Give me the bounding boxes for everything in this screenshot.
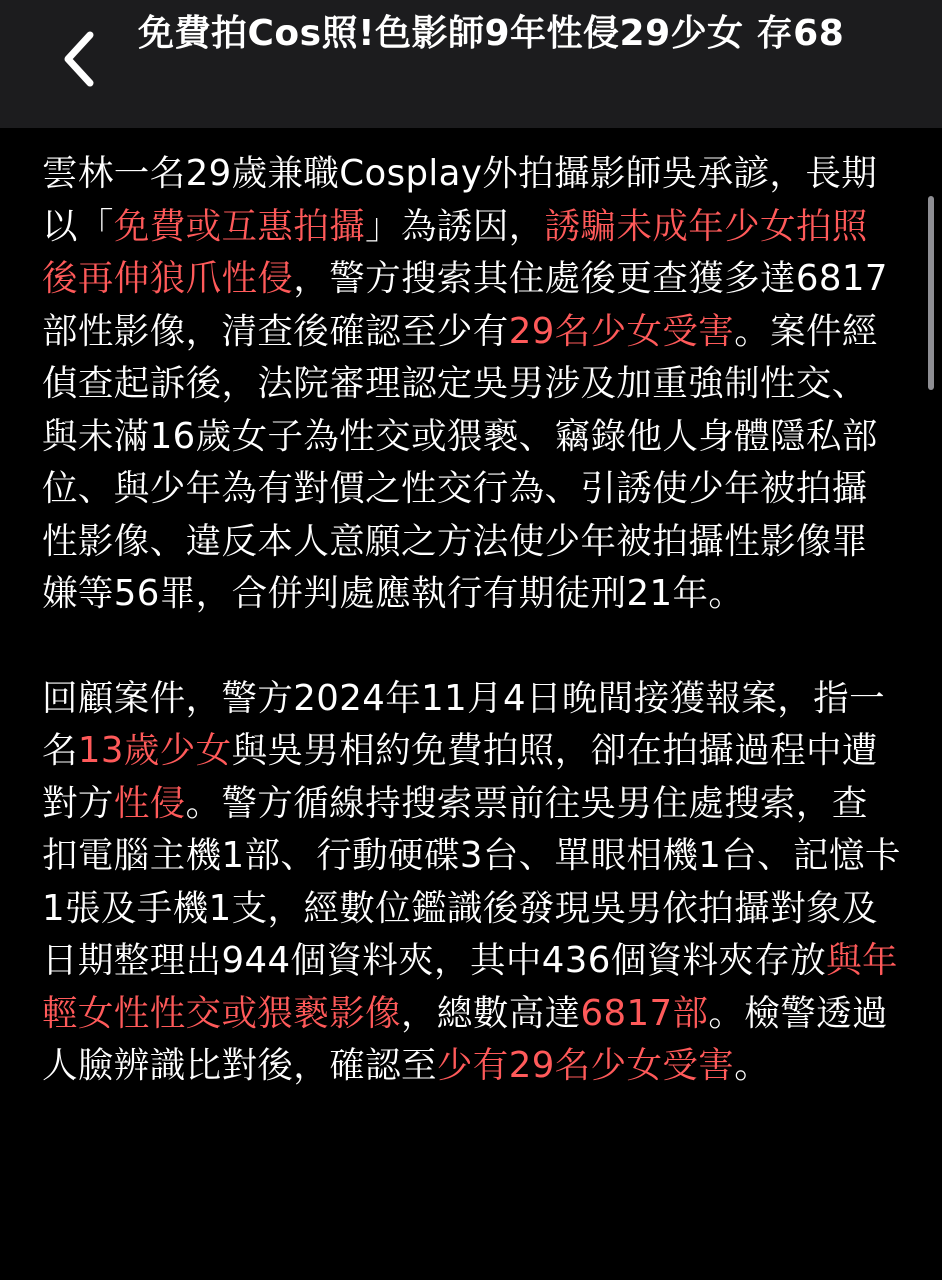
- paragraph-text: 」為誘因，: [365, 205, 545, 247]
- highlighted-text: 誘騙未成年少女拍照後再伸狼爪性侵: [42, 205, 868, 299]
- highlighted-text: 少有29名少女受害: [436, 1045, 735, 1086]
- paragraph-text: 。檢警透過人臉辨識比對後，確認至: [42, 992, 888, 1086]
- paragraph-text: 回顧案件，警方2024年11月4日晚間接獲報案，指一名: [42, 677, 886, 771]
- nav-header: [0, 0, 942, 128]
- paragraph-text: 。案件經偵查起訴後，法院審理認定吳男涉及加重強制性交、與未滿16歲女子為性交或猥褻、竊錄他人身體隱私部位、與少年為有對價之性交行為、引誘使少年被拍攝性影像、違反本人意願之方法使少年被拍攝性影像罪嫌等56罪，合併判處應執行有期徒刑21年。: [42, 310, 878, 614]
- article-paragraph-1: [42, 148, 902, 621]
- paragraph-text: 。: [734, 1045, 771, 1086]
- article-paragraph-2: [42, 673, 902, 1093]
- chevron-left-icon: [50, 22, 110, 92]
- page-title: 免費拍Cos照!色影師9年性侵29少女 存68: [138, 13, 845, 54]
- article-body: [42, 148, 902, 1093]
- scrollbar-thumb[interactable]: [928, 196, 934, 390]
- paragraph-text: 與吳男相約免費拍照，卻在拍攝過程中遭對方: [42, 730, 878, 824]
- highlighted-text: 與年輕女性性交或猥褻影像: [42, 940, 898, 1034]
- paragraph-text: 。警方循線持搜索票前往吳男住處搜索，查扣電腦主機1部、行動硬碟3台、單眼相機1台、記憶卡1張及手機1支，經數位鑑識後發現吳男依拍攝對象及日期整理出944個資料夾，其中436個資料夾存放: [42, 782, 901, 981]
- paragraph-text: ，總數高達: [401, 992, 581, 1034]
- highlighted-text: 13歲少女: [77, 730, 232, 771]
- highlighted-text: 6817部: [580, 992, 709, 1034]
- highlighted-text: 29名少女受害: [508, 310, 735, 352]
- paragraph-text: 雲林一名29歲兼職Cosplay外拍攝影師吳承諺，長期以「: [42, 153, 878, 247]
- highlighted-text: 性侵: [113, 782, 186, 824]
- back-button[interactable]: [50, 22, 110, 92]
- highlighted-text: 免費或互惠拍攝: [113, 205, 366, 247]
- paragraph-text: ，警方搜索其住處後更查獲多達6817部性影像，清查後確認至少有: [42, 258, 888, 352]
- paragraph-spacer: [42, 621, 902, 673]
